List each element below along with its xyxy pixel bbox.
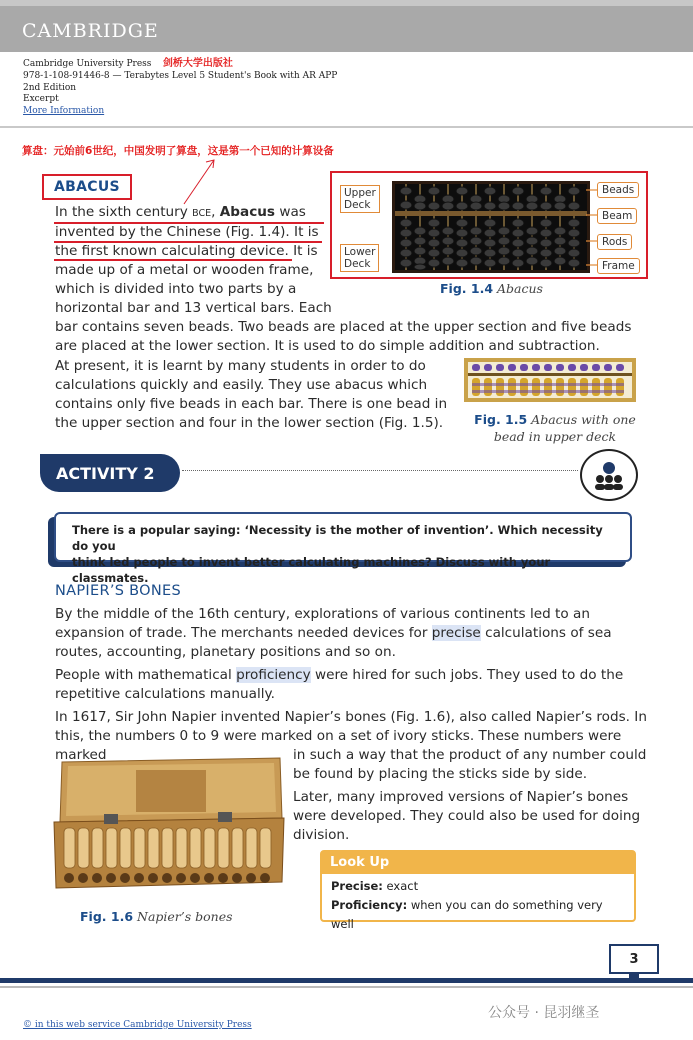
text-span: expansion of trade. The merchants needed devices for xyxy=(55,625,432,641)
rods-label: Rods xyxy=(597,234,632,250)
frame-label: Frame xyxy=(597,258,640,274)
bce-label: BCE xyxy=(192,208,212,219)
highlight-proficiency: proficiency xyxy=(236,667,311,683)
text-span: was xyxy=(275,204,306,220)
caption-text: Napier’s bones xyxy=(137,909,233,924)
napier-heading: NAPIER’S BONES xyxy=(55,583,181,599)
annotation-arrow-icon xyxy=(180,156,220,206)
abacus-image xyxy=(392,181,590,273)
napier-paragraph-1 xyxy=(55,605,655,662)
lower-deck-label: Lower Deck xyxy=(340,244,379,272)
definition: exact xyxy=(382,879,419,893)
definition-precise xyxy=(331,877,625,896)
abacus-line-4: made up of a metal or wooden frame, xyxy=(55,262,314,278)
publisher: Cambridge University Press xyxy=(23,59,152,69)
napier-p4-line-3: division. xyxy=(293,827,350,843)
definition-proficiency xyxy=(331,896,625,934)
napier-p2-line-2: repetitive calculations manually. xyxy=(55,686,275,702)
abacus-heading: ABACUS xyxy=(54,179,120,195)
excerpt-label: Excerpt xyxy=(23,94,59,105)
look-up-title: Look Up xyxy=(322,852,634,874)
abacus-line-5: which is divided into two parts by a xyxy=(55,281,297,297)
abacus-small-image xyxy=(464,358,636,402)
chinese-annotation: 算盘：元始前6世纪，中国发明了算盘，这是第一个已知的计算设备 xyxy=(22,145,334,157)
top-edge xyxy=(0,0,693,6)
caption-line xyxy=(470,411,640,428)
bottom-rule xyxy=(0,978,693,983)
cambridge-logo: CAMBRIDGE xyxy=(22,20,159,42)
napier-paragraph-2 xyxy=(55,666,655,704)
activity-prompt-box xyxy=(54,512,632,585)
fig-number: Fig. 1.4 xyxy=(440,281,494,296)
term: Precise: xyxy=(331,879,383,893)
upper-deck-label: Upper Deck xyxy=(340,185,380,213)
activity-badge: ACTIVITY 2 xyxy=(40,454,180,492)
napier-p4-line-2: were developed. They could also be used for doing xyxy=(293,808,641,824)
napier-p1-line-3: routes, accounting, planetary positions and so on. xyxy=(55,644,396,660)
abacus-p2-line-1: At present, it is learnt by many students in order to do xyxy=(55,358,426,374)
napier-p3-line-1: In 1617, Sir John Napier invented Napier’s bones (Fig. 1.6), also called Napier’s rods. In xyxy=(55,709,647,725)
fig-1-6-caption xyxy=(80,909,233,924)
fig-number: Fig. 1.5 xyxy=(474,412,528,427)
caption-line xyxy=(470,428,640,445)
text-span: People with mathematical xyxy=(55,667,237,683)
book-metadata xyxy=(23,58,337,118)
publisher-cn: 剑桥大学出版社 xyxy=(162,58,233,69)
abacus-p2-line-2: calculations quickly and easily. They use abacus which xyxy=(55,377,428,393)
look-up-definitions xyxy=(322,874,634,937)
abacus-p2-line-4: the upper section and four in the lower section (Fig. 1.5). xyxy=(55,415,444,431)
abacus-line-2: invented by the Chinese (Fig. 1.4). It is xyxy=(55,224,319,240)
fig-caption-text: Abacus xyxy=(497,281,543,296)
napier-p2-line-1 xyxy=(55,666,655,685)
definition: when you can do something very well xyxy=(331,898,603,931)
abacus-line-7: bar contains seven beads. Two beads are placed at the upper section and five beads xyxy=(55,319,632,335)
abacus-bold: Abacus xyxy=(219,204,276,220)
napier-paragraph-3b xyxy=(293,746,653,784)
fig-1-4-caption xyxy=(440,281,543,296)
abacus-line-8: are placed at the lower section. It is used to do simple addition and subtraction. xyxy=(55,338,600,354)
fig-number: Fig. 1.6 xyxy=(80,909,134,924)
napiers-bones-image xyxy=(50,756,286,902)
napier-paragraph-4 xyxy=(293,788,653,845)
red-underline-1 xyxy=(54,222,324,224)
bottom-rule-thin xyxy=(0,986,693,988)
activity-dotted-rule xyxy=(182,470,578,471)
abacus-line-3: the first known calculating device. It is xyxy=(55,243,318,259)
caption-text: bead in upper deck xyxy=(493,429,617,444)
highlight-precise: precise xyxy=(431,625,481,641)
text-span: were hired for such jobs. They used to do the xyxy=(310,667,624,683)
more-information-link[interactable]: More Information xyxy=(23,106,105,117)
isbn-line: 978-1-108-91446-8 — Terabytes Level 5 Student's Book with AR APP xyxy=(23,70,338,81)
text-span: In the sixth century xyxy=(55,204,188,220)
napier-p3-line-3: in such a way that the product of any number could xyxy=(293,747,647,763)
red-underline-2 xyxy=(54,241,322,243)
beam-label: Beam xyxy=(597,208,637,224)
page-number: 3 xyxy=(609,944,659,974)
abacus-p2-line-3: contains only five beads in each bar. There is one bead in xyxy=(55,396,448,412)
look-up-box xyxy=(320,850,636,931)
red-underline-3 xyxy=(54,259,292,261)
napier-p4-line-1: Later, many improved versions of Napier’s bones xyxy=(293,789,629,805)
beads-label: Beads xyxy=(597,182,639,198)
napier-p1-line-2 xyxy=(55,624,655,643)
napier-p3-line-4: be found by placing the sticks side by side. xyxy=(293,766,588,782)
wechat-watermark: 公众号 · 昆羽继圣 xyxy=(488,1005,600,1021)
fig-1-5-caption xyxy=(470,411,640,445)
edition: 2nd Edition xyxy=(23,82,77,93)
napier-p3-line-2: this, the numbers 0 to 9 were marked on a set of ivory sticks. These numbers were marked xyxy=(55,728,622,763)
caption-text: Abacus with one xyxy=(531,412,636,427)
napier-p1-line-1: By the middle of the 16th century, explorations of various continents led to an xyxy=(55,606,590,622)
abacus-paragraph-2 xyxy=(55,357,455,433)
group-discussion-icon xyxy=(580,449,638,501)
abacus-line-6: horizontal bar and 13 vertical bars. Each xyxy=(55,300,332,316)
text-span: , xyxy=(211,204,220,220)
text-span: calculations of sea xyxy=(480,625,612,641)
activity-text-line-1: There is a popular saying: ‘Necessity is the mother of invention’. Which necessity do you xyxy=(72,523,603,553)
copyright-footer-link[interactable]: © in this web service Cambridge University Press xyxy=(23,1020,252,1030)
activity-text-line-2: think led people to invent better calculating machines? Discuss with your classmates. xyxy=(72,555,551,585)
term: Proficiency: xyxy=(331,898,408,912)
